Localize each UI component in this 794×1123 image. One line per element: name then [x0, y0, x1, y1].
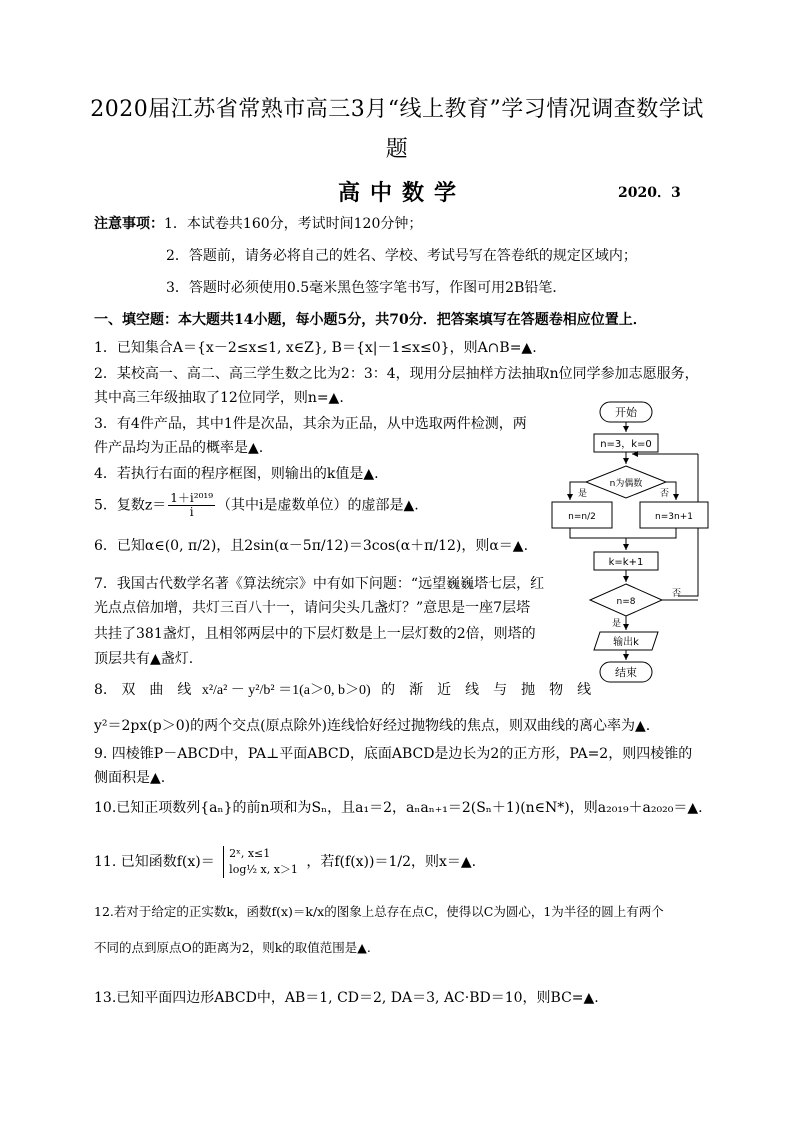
flow-n8-label: n=8 — [616, 597, 636, 607]
question-8-line1 — [94, 680, 591, 701]
flow-end-label: 结束 — [615, 666, 637, 679]
q5-prefix: 5．复数z＝ — [94, 497, 167, 514]
question-3-line2: 件产品均为正品的概率是▲. — [94, 440, 264, 456]
question-7-line1: 7．我国古代数学名著《算法统宗》中有如下问题：“远望巍巍塔七层，红 — [94, 576, 545, 592]
q5-numerator: 1＋i²⁰¹⁹ — [170, 491, 214, 505]
notice-item-3: 3．答题时必须使用0.5毫米黑色签字笔书写，作图可用2B铅笔． — [166, 280, 567, 296]
q11-prefix: 11. 已知函数f(x)＝ — [94, 854, 215, 870]
flow-no-label-1: 否 — [660, 489, 670, 499]
question-11 — [94, 846, 476, 878]
q11-case-2: log½ x, x＞1 — [229, 863, 298, 876]
question-7-line3: 共挂了381盏灯，且相邻两层中的下层灯数是上一层灯数的2倍，则塔的 — [94, 626, 536, 642]
flow-even-op-label: n=n/2 — [568, 512, 596, 522]
flow-odd-op-label: n=3n+1 — [655, 512, 693, 522]
notice-item-1 — [94, 214, 422, 234]
question-5 — [94, 492, 419, 519]
exam-date: 2020．3 — [618, 185, 681, 201]
q8-suffix: 的 渐 近 线 与 抛 物 线 — [381, 682, 592, 698]
flow-output-label: 输出k — [613, 637, 639, 648]
question-4: 4．若执行右面的程序框图，则输出的k值是▲. — [94, 466, 379, 482]
q8-prefix: 8. 双 曲 线 — [94, 682, 192, 698]
paper-title-line1: 2020届江苏省常熟市高三3月“线上教育”学习情况调查数学试 — [90, 97, 704, 122]
notice-label: 注意事项： — [94, 216, 164, 232]
question-9-line1: 9. 四棱锥P－ABCD中，PA⊥平面ABCD，底面ABCD是边长为2的正方形，PA=2，则四棱锥的 — [94, 746, 693, 762]
flow-init-label: n=3，k=0 — [600, 439, 652, 450]
flow-yes-label-1: 是 — [578, 489, 588, 499]
notice-item-2: 2．答题前，请务必将自己的姓名、学校、考试号写在答卷纸的规定区域内； — [166, 248, 637, 264]
question-8-line2: y²＝2px(p＞0)的两个交点(原点除外)连线恰好经过抛物线的焦点，则双曲线的离心率为▲. — [94, 718, 651, 734]
flow-even-label: n为偶数 — [609, 479, 643, 489]
subject-heading: 高中数学 — [338, 180, 467, 206]
q11-suffix: ，若f(f(x))＝1/2，则x＝▲. — [306, 854, 477, 870]
question-7-line2: 光点点倍加增，共灯三百八十一，请问尖头几盏灯？”意思是一座7层塔 — [94, 600, 531, 616]
paper-title-line2: 题 — [385, 137, 409, 162]
q5-denominator: i — [189, 505, 194, 519]
question-13: 13.已知平面四边形ABCD中，AB＝1, CD＝2, DA＝3, AC·BD＝10，则BC=▲. — [94, 990, 599, 1006]
question-3-line1: 3．有4件产品，其中1件是次品，其余为正品，从中选取两件检测，两 — [94, 416, 527, 432]
question-10: 10.已知正项数列{aₙ}的前n项和为Sₙ，且a₁＝2，aₙaₙ₊₁＝2(Sₙ＋1)(n∈N*)，则a₂₀₁₉＋a₂₀₂₀＝▲. — [94, 800, 703, 816]
section-heading: 一、填空题：本大题共14小题，每小题5分，共70分．把答案填写在答题卷相应位置上． — [94, 312, 647, 328]
q8-hyperbola-equation: x²/a² － y²/b² ＝1(a＞0, b＞0) — [201, 683, 371, 698]
flow-start-label: 开始 — [615, 406, 637, 419]
question-12-line2: 不同的点到原点O的距离为2，则k的取值范围是▲. — [94, 940, 371, 955]
q11-case-1: 2ˣ, x≤1 — [229, 847, 271, 860]
question-6: 6．已知α∈(0, π/2)，且2sin(α－5π/12)＝3cos(α＋π/12)，则α＝▲. — [94, 538, 529, 554]
question-2-line1: 2．某校高一、高二、高三学生数之比为2：3：4，现用分层抽样方法抽取n位同学参加志愿服务， — [94, 366, 699, 382]
q5-suffix: （其中i是虚数单位）的虚部是▲. — [217, 497, 419, 514]
flow-no-label-2: 否 — [672, 589, 682, 599]
question-9-line2: 侧面积是▲. — [94, 770, 166, 786]
question-7-line4: 顶层共有▲盏灯. — [94, 651, 194, 667]
q11-piecewise — [223, 846, 298, 878]
program-flowchart — [548, 396, 718, 688]
notice-text-1: 1．本试卷共160分，考试时间120分钟； — [164, 216, 423, 232]
question-2-line2: 其中高三年级抽取了12位同学，则n=▲. — [94, 390, 344, 406]
flow-yes-label-2: 是 — [612, 619, 622, 629]
flow-increment-label: k=k+1 — [608, 557, 644, 568]
question-1: 1．已知集合A＝{x－2≤x≤1, x∈Z}, B＝{x|－1≤x≤0}，则A∩B=▲. — [94, 340, 537, 356]
q5-fraction — [168, 492, 215, 519]
question-12-line1: 12.若对于给定的正实数k，函数f(x)＝k/x的图象上总存在点C，使得以C为圆心，1为半径的圆上有两个 — [94, 904, 664, 919]
